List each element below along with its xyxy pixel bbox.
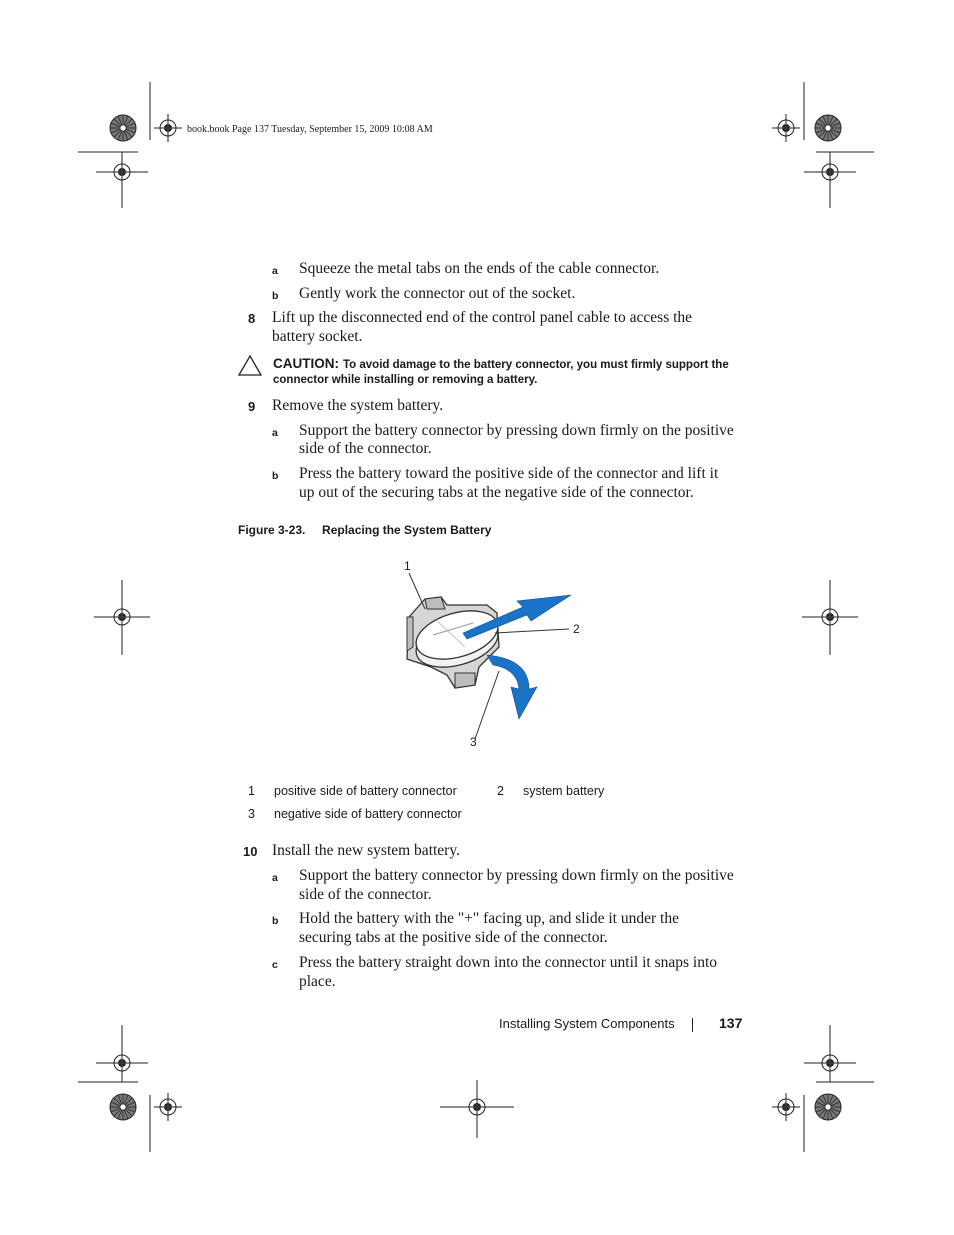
print-header-info: book.book Page 137 Tuesday, September 15, 2009 10:08 AM: [187, 124, 433, 135]
step-letter: a: [272, 265, 278, 277]
step-text: side of the connector.: [299, 440, 432, 457]
figure-caption: [238, 523, 491, 537]
step-letter: b: [272, 470, 279, 482]
step-letter: a: [272, 872, 278, 884]
step-text: Squeeze the metal tabs on the ends of the cable connector.: [299, 260, 660, 277]
callout-3: 3: [470, 735, 477, 749]
legend-label: positive side of battery connector: [274, 784, 457, 798]
callout-2: 2: [573, 622, 580, 636]
callout-leader: [475, 671, 499, 739]
legend-number: 2: [497, 784, 504, 798]
step-text: securing tabs at the positive side of the connector.: [299, 929, 608, 946]
page-number: 137: [719, 1015, 743, 1031]
step-text: side of the connector.: [299, 886, 432, 903]
caution-label: CAUTION:: [273, 356, 339, 371]
legend-number: 3: [248, 807, 255, 821]
step-text: Hold the battery with the "+" facing up, and slide it under the: [299, 910, 679, 927]
step-text: Gently work the connector out of the socket.: [299, 285, 576, 302]
step-letter: b: [272, 290, 279, 302]
step-number: 10: [243, 844, 258, 859]
step-text: up out of the securing tabs at the negative side of the connector.: [299, 484, 694, 501]
legend-number: 1: [248, 784, 255, 798]
step-text: Install the new system battery.: [272, 842, 460, 859]
step-letter: b: [272, 915, 279, 927]
caution-note: [273, 355, 729, 373]
callout-1: 1: [404, 559, 411, 573]
footer-section-title: Installing System Components: [499, 1016, 675, 1031]
step-number: 9: [248, 399, 256, 414]
caution-text: connector while installing or removing a battery.: [273, 374, 538, 386]
legend-label: system battery: [523, 784, 605, 798]
positive-tab: [425, 597, 445, 609]
figure-label: Figure 3-23.: [238, 523, 306, 537]
legend-label: negative side of battery connector: [274, 807, 462, 821]
step-text: Press the battery toward the positive side of the connector and lift it: [299, 465, 719, 482]
step-text: Support the battery connector by pressing down firmly on the positive: [299, 867, 734, 884]
step-text: Lift up the disconnected end of the control panel cable to access the: [272, 309, 693, 326]
caution-text: To avoid damage to the battery connector, you must firmly support the: [343, 359, 729, 371]
step-letter: c: [272, 959, 278, 971]
step-letter: a: [272, 427, 278, 439]
step-text: Support the battery connector by pressing down firmly on the positive: [299, 422, 734, 439]
negative-tab: [455, 673, 475, 688]
battery-replacement-illustration: [395, 555, 595, 755]
step-text: battery socket.: [272, 328, 363, 345]
step-text: Remove the system battery.: [272, 397, 444, 414]
callout-leader: [409, 573, 425, 609]
lift-arrow: [487, 655, 537, 719]
step-text: Press the battery straight down into the connector until it snaps into: [299, 954, 718, 971]
side-tab: [407, 617, 413, 651]
caution-icon: [238, 355, 262, 376]
footer-divider: [692, 1018, 693, 1032]
callout-leader: [495, 629, 569, 633]
step-text: place.: [299, 973, 336, 990]
step-number: 8: [248, 311, 256, 326]
figure-title: Replacing the System Battery: [322, 523, 492, 537]
